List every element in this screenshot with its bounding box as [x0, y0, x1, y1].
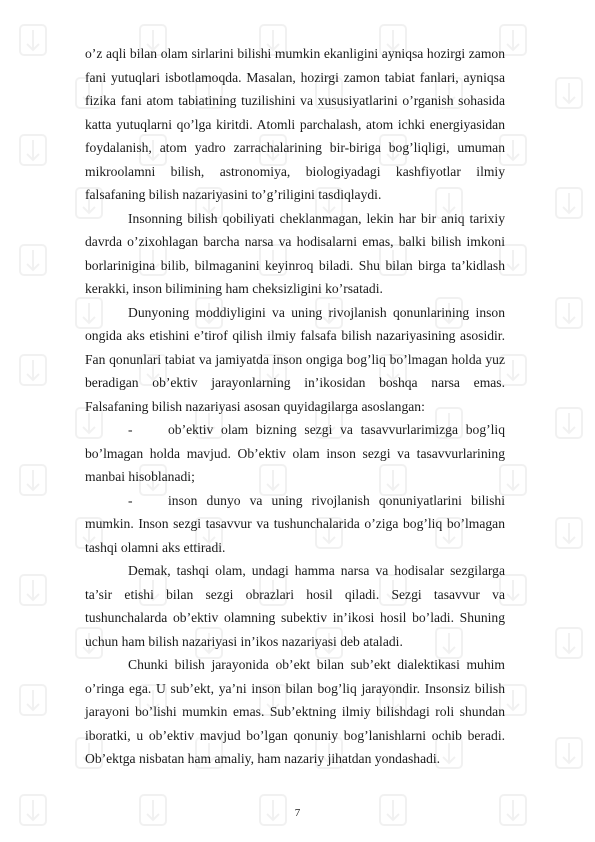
bullet-item-2: [85, 489, 505, 560]
paragraph-3: Dunyoning moddiyligini va uning rivojlanish qonunlarining inson ongida aks etishini e’tirof qilish ilmiy falsafa bilish nazariyasining asosidir. Fan qonunlari tabiat va jamiyatda inson ongiga bog’liq bo’lmagan holda yuz beradigan ob’ektiv jarayonlarning in’ikosidan boshqa narsa emas. Falsafaning bilish nazariyasi asosan quyidagilarga asoslangan:: [85, 304, 505, 414]
bullet-text: ob’ektiv olam bizning sezgi va tasavvurlarimizga bog’liq bo’lmagan holda mavjud. Ob’ektiv olam inson sezgi va tasavvurlarining manbai hisoblanadi;: [85, 422, 505, 484]
paragraph-4: Demak, tashqi olam, undagi hamma narsa va hodisalar sezgilarga ta’sir etishi bilan sezgi obrazlari hosil qiladi. Sezgi tasavvur va tushunchalarda ob’ektiv olamning subektiv in’ikosi hosil bo’ladi. Shuning uchun ham bilish nazariyasi in’ikos nazariyasi deb ataladi.: [85, 563, 505, 649]
paragraph-1: o’z aqli bilan olam sirlarini bilishi mumkin ekanligini ayniqsa hozirgi zamon fani yutuqlari isbotlamoqda. Masalan, hozirgi zamon tabiat fanlari, ayniqsa fizika fani atom tabiatining tuzilishini va xususiyatlarini o’rganish sohasida katta yutuqlarni qo’lga kiritdi. Atomli parchalash, atom ichki energiyasidan foydalanish, atom yadro zarrachalarining bir-biriga bog’liqligi, umuman mikroolamni bilish, astronomiya, biologiyadagi kashfiyotlar ilmiy falsafaning bilish nazariyasini to’g’riligini tasdiqlaydi.: [85, 46, 505, 202]
paragraph-5: Chunki bilish jarayonida ob’ekt bilan sub’ekt dialektikasi muhim o’ringa ega. U sub’ekt, ya’ni inson bilan bog’liq jarayondir. Insonsiz bilish jarayoni bo’lishi mumkin emas. Sub’ektning ilmiy bilishdagi roli shundan iboratki, u ob’ektiv mavjud bo’lgan qonuniy bog’lanishlarni ochib beradi. Ob’ektga nisbatan ham amaliy, ham nazariy jihatdan yondashadi.: [85, 657, 505, 766]
bullet-item-1: [85, 418, 505, 489]
document-body: [85, 42, 505, 771]
paragraph-2: Insonning bilish qobiliyati cheklanmagan, lekin har bir aniq tarixiy davrda o’zixohlagan barcha narsa va hodisalarni emas, balki bilish imkoni borlarinigina bilib, bilmaganini keyinroq biladi. Shu bilan birga ta’kidlash kerakki, inson bilimining ham cheksizligini ko’rsatadi.: [85, 210, 505, 296]
page-number: 7: [294, 807, 301, 819]
bullet-marker: -: [128, 492, 133, 508]
bullet-marker: -: [128, 422, 133, 437]
bullet-text: inson dunyo va uning rivojlanish qonuniyatlarini bilishi mumkin. Inson sezgi tasavvur va tushunchalarida o’ziga bog’liq bo’lmagan tashqi olamni aks ettiradi.: [85, 492, 505, 555]
